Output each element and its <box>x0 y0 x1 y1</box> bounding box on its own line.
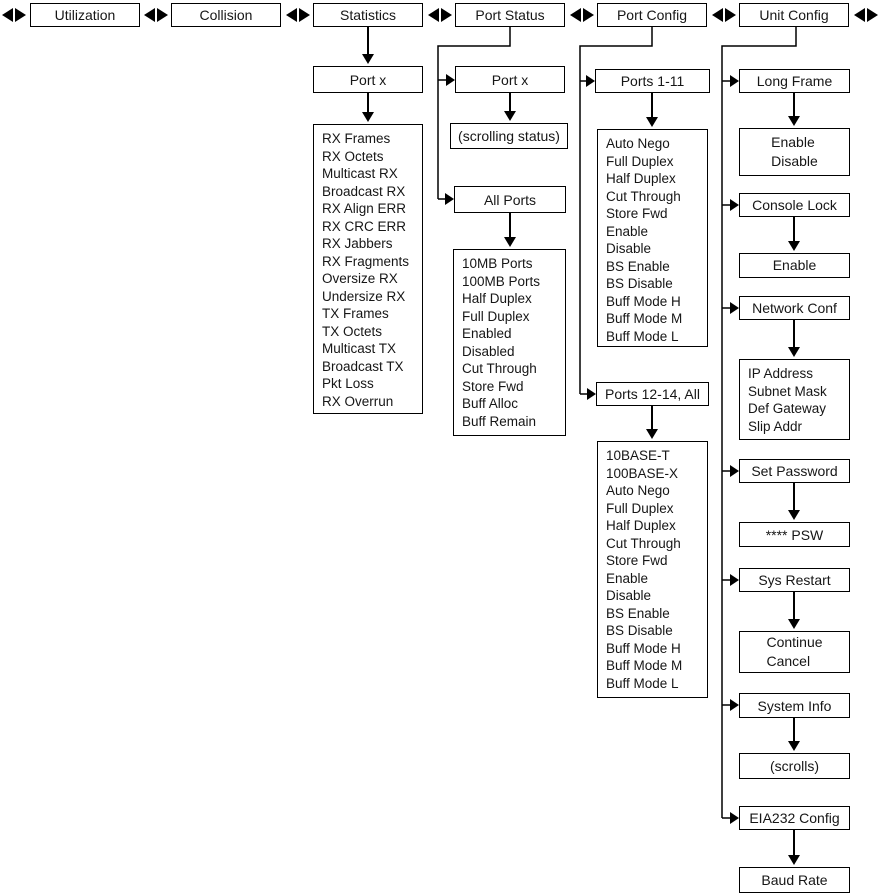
down-arrow <box>646 406 658 439</box>
down-arrow <box>362 93 374 122</box>
unit-config-system-info-value-node: (scrolls) <box>739 753 850 779</box>
branch-arrow <box>722 199 739 211</box>
branch-arrow <box>722 465 739 477</box>
branch-arrow <box>580 75 595 87</box>
port-status-port-node: Port x <box>455 66 565 93</box>
option-lines: Enable <box>772 257 817 273</box>
down-arrow <box>788 217 800 251</box>
unit-config-network-conf-node: Network Conf <box>739 296 850 320</box>
down-arrow <box>788 592 800 629</box>
left-right-arrow-icon <box>570 8 594 22</box>
menu-item-statistics: Statistics <box>313 3 423 27</box>
unit-config-system-info-node: System Info <box>739 693 850 718</box>
menu-item-collision: Collision <box>171 3 281 27</box>
menu-item-port-status: Port Status <box>455 3 565 27</box>
left-right-arrow-icon <box>712 8 736 22</box>
down-arrow <box>362 27 374 64</box>
statistics-port-node: Port x <box>313 66 423 93</box>
option-lines: Enable Disable <box>771 134 818 169</box>
statistics-counter-list: RX Frames RX Octets Multicast RX Broadcast RX RX Align ERR RX CRC ERR RX Jabbers RX Fragments Oversize RX Undersize RX TX Frames TX Octets Multicast TX Broadcast TX Pkt Loss RX Overrun <box>313 124 423 414</box>
down-arrow <box>788 320 800 357</box>
left-right-arrow-icon <box>428 8 452 22</box>
unit-config-console-lock-options <box>739 253 850 278</box>
unit-config-network-items: IP Address Subnet Mask Def Gateway Slip Addr <box>739 359 850 440</box>
branch-arrow <box>722 302 739 314</box>
port-config-group2-options: 10BASE-T 100BASE-X Auto Nego Full Duplex Half Duplex Cut Through Store Fwd Enable Disable BS Enable BS Disable Buff Mode H Buff Mode M Buff Mode L <box>597 441 708 698</box>
unit-config-console-lock-node: Console Lock <box>739 193 850 217</box>
branch-arrow <box>438 193 454 205</box>
unit-config-sys-restart-options <box>739 631 850 673</box>
port-status-all-ports-node: All Ports <box>454 186 566 213</box>
down-arrow <box>504 93 516 121</box>
branch-arrow <box>722 812 739 824</box>
unit-config-sys-restart-node: Sys Restart <box>739 568 850 592</box>
port-status-scrolling-node: (scrolling status) <box>450 123 568 149</box>
unit-config-long-frame-node: Long Frame <box>739 69 850 93</box>
unit-config-eia232-node: EIA232 Config <box>739 806 850 830</box>
unit-config-password-value-node: **** PSW <box>739 522 850 547</box>
left-right-arrow-icon <box>286 8 310 22</box>
menu-item-port-config: Port Config <box>597 3 707 27</box>
unit-config-baud-rate-node: Baud Rate <box>739 867 850 893</box>
left-right-arrow-icon <box>854 8 878 22</box>
down-arrow <box>788 718 800 751</box>
branch-arrow <box>438 74 455 86</box>
unit-config-set-password-node: Set Password <box>739 459 850 483</box>
down-arrow <box>646 93 658 127</box>
unit-config-long-frame-options <box>739 128 850 176</box>
port-config-group1-node: Ports 1-11 <box>595 69 710 93</box>
option-lines: Continue Cancel <box>766 634 823 669</box>
port-status-all-ports-list: 10MB Ports 100MB Ports Half Duplex Full Duplex Enabled Disabled Cut Through Store Fwd Buff Alloc Buff Remain <box>453 249 566 436</box>
branch-arrow <box>580 388 596 400</box>
port-config-group1-options: Auto Nego Full Duplex Half Duplex Cut Through Store Fwd Enable Disable BS Enable BS Disable Buff Mode H Buff Mode M Buff Mode L <box>597 129 708 347</box>
down-arrow <box>788 483 800 520</box>
down-arrow <box>788 830 800 865</box>
left-right-arrow-icon <box>2 8 26 22</box>
port-config-group2-node: Ports 12-14, All <box>596 382 709 406</box>
branch-arrow <box>722 574 739 586</box>
menu-item-unit-config: Unit Config <box>739 3 849 27</box>
down-arrow <box>788 93 800 126</box>
branch-arrow <box>722 699 739 711</box>
down-arrow <box>504 213 516 247</box>
branch-arrow <box>722 75 739 87</box>
menu-item-utilization: Utilization <box>30 3 140 27</box>
left-right-arrow-icon <box>144 8 168 22</box>
